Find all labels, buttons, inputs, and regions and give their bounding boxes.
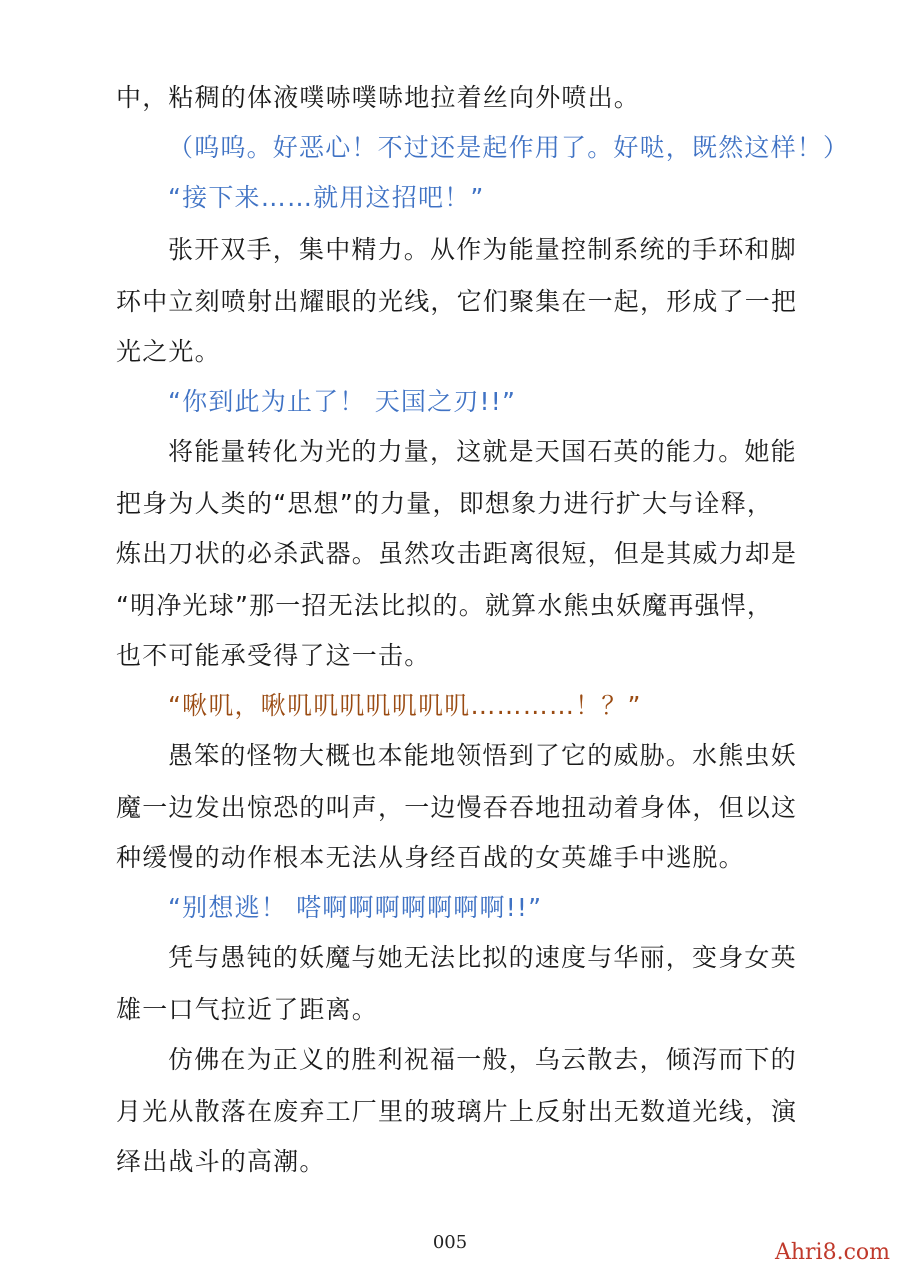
narration-line: 张开双手，集中精力。从作为能量控制系统的手环和脚 — [168, 235, 797, 264]
dialogue-line: “别想逃！ 嗒啊啊啊啊啊啊啊!!” — [168, 893, 543, 922]
narration-line: 炼出刀状的必杀武器。虽然攻击距离很短，但是其威力却是 — [116, 539, 798, 568]
narration-line: 中，粘稠的体液噗哧噗哧地拉着丝向外喷出。 — [116, 83, 641, 112]
narration-line: 把身为人类的“思想”的力量，即想象力进行扩大与诠释， — [116, 489, 774, 518]
narration-line: 绎出战斗的高潮。 — [116, 1147, 326, 1176]
dialogue-line: “你到此为止了！ 天国之刃!!” — [168, 387, 517, 416]
narration-line: 也不可能承受得了这一击。 — [116, 641, 431, 670]
narration-line: 光之光。 — [116, 337, 221, 366]
page-number: 005 — [432, 1232, 468, 1253]
narration-line: 将能量转化为光的力量，这就是天国石英的能力。她能 — [168, 437, 797, 466]
monster-cry-line: “啾叽，啾叽叽叽叽叽叽叽…………！？” — [168, 691, 642, 720]
dialogue-line: “接下来……就用这招吧！” — [168, 183, 485, 212]
inner-thought-line: （呜呜。好恶心！不过还是起作用了。好哒，既然这样！） — [168, 133, 850, 162]
narration-line: 凭与愚钝的妖魔与她无法比拟的速度与华丽，变身女英 — [168, 943, 797, 972]
narration-line: 愚笨的怪物大概也本能地领悟到了它的威胁。水熊虫妖 — [168, 741, 797, 770]
narration-line: “明净光球”那一招无法比拟的。就算水熊虫妖魔再强悍， — [116, 591, 774, 620]
narration-line: 种缓慢的动作根本无法从身经百战的女英雄手中逃脱。 — [116, 843, 745, 872]
narration-line: 仿佛在为正义的胜利祝福一般，乌云散去，倾泻而下的 — [168, 1045, 797, 1074]
narration-line: 魔一边发出惊恐的叫声，一边慢吞吞地扭动着身体，但以这 — [116, 793, 798, 822]
watermark: Ahri8.com — [774, 1240, 890, 1265]
narration-line: 雄一口气拉近了距离。 — [116, 995, 379, 1024]
narration-line: 环中立刻喷射出耀眼的光线，它们聚集在一起，形成了一把 — [116, 287, 798, 316]
narration-line: 月光从散落在废弃工厂里的玻璃片上反射出无数道光线，演 — [116, 1097, 798, 1126]
